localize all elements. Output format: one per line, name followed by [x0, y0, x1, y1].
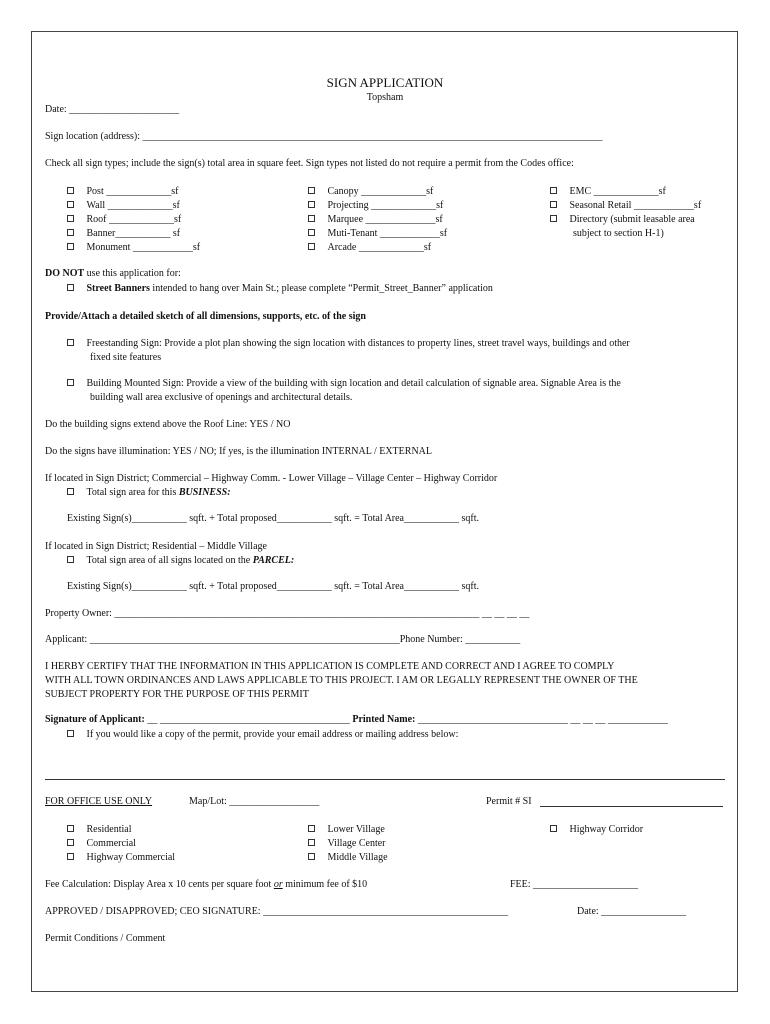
checkbox[interactable]: [550, 187, 557, 194]
commercial-total-item: Total sign area for this BUSINESS:: [67, 487, 231, 499]
district-highway-corridor[interactable]: Highway Corridor: [550, 823, 643, 837]
street-banner-item: Street Banners intended to hang over Main St.; please complete “Permit_Street_Banner” application: [67, 283, 493, 295]
copy-permit-item: If you would like a copy of the permit, provide your email address or mailing address below:: [67, 729, 458, 741]
checkbox[interactable]: [67, 853, 74, 860]
checkbox[interactable]: [67, 284, 74, 291]
checkbox[interactable]: [67, 201, 74, 208]
office-districts-col2: [308, 823, 388, 865]
sign-types-col3: [550, 185, 701, 241]
approval-date-field[interactable]: Date: _________________: [577, 906, 687, 917]
sketch-heading: Provide/Attach a detailed sketch of all dimensions, supports, etc. of the sign: [45, 311, 366, 322]
sign-type-directory[interactable]: Directory (submit leasable area: [550, 213, 701, 227]
building-mounted-item: Building Mounted Sign: Provide a view of the building with sign location and detail calculation of signable area. Signable Area is the building wall area exclusive of openings and architectural details.: [67, 377, 621, 405]
applicant-field[interactable]: Applicant: ______________________________________________________________Phone Number: ___________: [45, 634, 521, 645]
certification-statement: I HERBY CERTIFY THAT THE INFORMATION IN THIS APPLICATION IS COMPLETE AND CORRECT AND I AGREE TO COMPLY WITH ALL TOWN ORDINANCES AND LAWS APPLICABLE TO THIS PROJECT. I AM OR LEGALLY REPRESENT THE OWNER OF THE SUBJECT PROPERTY FOR THE PURPOSE OF THIS PERMIT: [45, 661, 638, 700]
office-districts-col1: [67, 823, 175, 865]
property-owner-field[interactable]: Property Owner: _________________________________________________________________________ __ __ __ __: [45, 608, 530, 619]
district-commercial[interactable]: Commercial: [67, 837, 175, 851]
district-highway-commercial[interactable]: Highway Commercial: [67, 851, 175, 865]
address-line[interactable]: [45, 779, 725, 780]
checkbox[interactable]: [67, 243, 74, 250]
checkbox[interactable]: [308, 853, 315, 860]
sign-type-arcade[interactable]: Arcade _____________sf: [308, 241, 447, 255]
sign-type-emc[interactable]: EMC _____________sf: [550, 185, 701, 199]
checkbox[interactable]: [550, 825, 557, 832]
checkbox[interactable]: [308, 839, 315, 846]
checkbox[interactable]: [67, 229, 74, 236]
sign-type-banner[interactable]: Banner___________ sf: [67, 227, 200, 241]
checkbox[interactable]: [67, 556, 74, 563]
checkbox[interactable]: [308, 201, 315, 208]
checkbox[interactable]: [67, 215, 74, 222]
date-field[interactable]: Date: ______________________: [45, 104, 180, 115]
permit-conditions-label: Permit Conditions / Comment: [45, 933, 166, 944]
sign-location-field[interactable]: Sign location (address): ____________________________________________________________________________________________: [45, 131, 603, 142]
illumination-question[interactable]: Do the signs have illumination: YES / NO; If yes, is the illumination INTERNAL / EXTERNAL: [45, 446, 432, 457]
checkbox[interactable]: [308, 825, 315, 832]
form-title: SIGN APPLICATION: [326, 75, 444, 90]
approval-signature-field[interactable]: APPROVED / DISAPPROVED; CEO SIGNATURE: _________________________________________________: [45, 906, 509, 917]
office-use-heading: FOR OFFICE USE ONLY: [45, 796, 153, 807]
map-lot-field[interactable]: Map/Lot: __________________: [189, 796, 320, 807]
checkbox[interactable]: [67, 488, 74, 495]
sign-type-muti-tenant[interactable]: Muti-Tenant ____________sf: [308, 227, 447, 241]
directory-note: subject to section H-1): [573, 228, 664, 239]
sign-type-projecting[interactable]: Projecting _____________sf: [308, 199, 447, 213]
sign-type-wall[interactable]: Wall _____________sf: [67, 199, 200, 213]
sign-type-seasonal-retail[interactable]: Seasonal Retail ____________sf: [550, 199, 701, 213]
checkbox[interactable]: [67, 379, 74, 386]
checkbox[interactable]: [550, 201, 557, 208]
permit-number-label: Permit # SI: [486, 796, 532, 807]
checkbox[interactable]: [67, 187, 74, 194]
district-lower-village[interactable]: Lower Village: [308, 823, 388, 837]
residential-area-calc[interactable]: Existing Sign(s)___________ sqft. + Total proposed___________ sqft. = Total Area___________ sqft.: [67, 581, 479, 592]
roofline-question[interactable]: Do the building signs extend above the Roof Line: YES / NO: [45, 419, 291, 430]
residential-district-heading: If located in Sign District; Residential – Middle Village: [45, 541, 267, 552]
permit-number-line[interactable]: [540, 806, 723, 807]
sign-types-col1: [67, 185, 200, 255]
checkbox[interactable]: [67, 730, 74, 737]
sign-type-marquee[interactable]: Marquee ______________sf: [308, 213, 447, 227]
district-village-center[interactable]: Village Center: [308, 837, 388, 851]
sign-types-col2: [308, 185, 447, 255]
district-middle-village[interactable]: Middle Village: [308, 851, 388, 865]
checkbox[interactable]: [67, 825, 74, 832]
sign-type-post[interactable]: Post _____________sf: [67, 185, 200, 199]
sign-type-roof[interactable]: Roof _____________sf: [67, 213, 200, 227]
freestanding-item: Freestanding Sign: Provide a plot plan showing the sign location with distances to property lines, street travel ways, buildings and other fixed site features: [67, 337, 630, 365]
checkbox[interactable]: [550, 215, 557, 222]
sign-types-instructions: Check all sign types; include the sign(s) total area in square feet. Sign types not listed do not require a permit from the Codes office:: [45, 158, 574, 169]
fee-calculation: Fee Calculation: Display Area x 10 cents per square foot or minimum fee of $10: [45, 879, 368, 890]
checkbox[interactable]: [308, 187, 315, 194]
checkbox[interactable]: [308, 215, 315, 222]
fee-field[interactable]: FEE: _____________________: [510, 879, 639, 890]
sign-type-monument[interactable]: Monument ____________sf: [67, 241, 200, 255]
district-residential[interactable]: Residential: [67, 823, 175, 837]
signature-line[interactable]: Signature of Applicant: __ ______________________________________ Printed Name: ______________________________ __ __ __ ____________: [45, 714, 668, 725]
checkbox[interactable]: [308, 229, 315, 236]
checkbox[interactable]: [67, 339, 74, 346]
town-name: Topsham: [366, 92, 404, 103]
commercial-district-heading: If located in Sign District; Commercial – Highway Comm. - Lower Village – Village Center – Highway Corridor: [45, 473, 498, 484]
do-not-heading: DO NOT use this application for:: [45, 268, 181, 279]
checkbox[interactable]: [67, 839, 74, 846]
residential-total-item: Total sign area of all signs located on the PARCEL:: [67, 555, 294, 567]
checkbox[interactable]: [308, 243, 315, 250]
office-districts-col3: [550, 823, 643, 837]
commercial-area-calc[interactable]: Existing Sign(s)___________ sqft. + Total proposed___________ sqft. = Total Area___________ sqft.: [67, 513, 479, 524]
sign-type-canopy[interactable]: Canopy _____________sf: [308, 185, 447, 199]
